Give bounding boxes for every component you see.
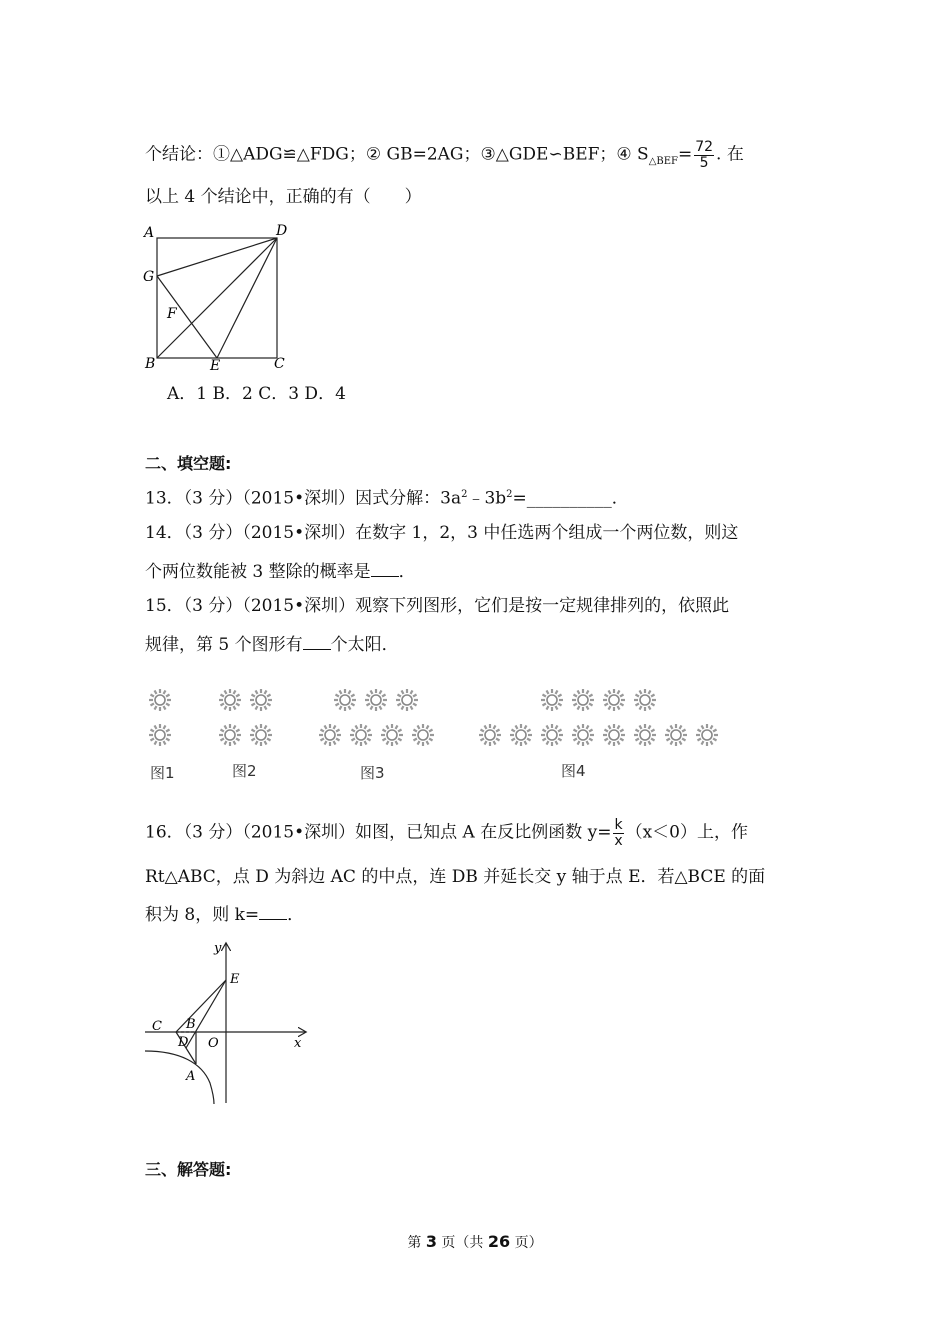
sun-icon (219, 689, 241, 711)
sun-icon (603, 689, 625, 711)
label-x: x (294, 1036, 302, 1051)
label-c: C (152, 1019, 162, 1034)
q16-line3: 积为 8，则 k= ． (145, 905, 305, 925)
fig3-label: 图3 (360, 764, 385, 782)
sun-icon (572, 689, 594, 711)
label-b: B (145, 356, 156, 372)
segment-ce (176, 980, 226, 1032)
label-a: A (144, 225, 155, 241)
sun-icon (541, 689, 563, 711)
sun-icon (541, 724, 563, 746)
sun-icon (149, 724, 171, 746)
label-a: A (186, 1069, 196, 1084)
q12-line2: 以上 4 个结论中，正确的有（ ） (145, 187, 422, 207)
sun-icon (219, 724, 241, 746)
segment-ge (157, 276, 217, 358)
label-b: B (186, 1017, 196, 1032)
segment-de (186, 980, 226, 1048)
segment-bd (157, 238, 277, 358)
sun-icon (319, 724, 341, 746)
square-diagram (140, 222, 300, 374)
label-o: O (208, 1036, 219, 1051)
q15-line1: 15．（3 分）（2015•深圳）观察下列图形，它们是按一定规律排列的，依照此 (145, 596, 730, 616)
label-c: C (274, 356, 285, 372)
q12-line1: 个结论：①△ADG≌△FDG；② GB=2AG；③△GDE∽BEF；④ $S_{\triangle BEF}=$ $\frac{72}{5}$ . 在 (145, 139, 744, 171)
label-g: G (143, 269, 155, 285)
sun-pattern-figure (140, 680, 740, 760)
q16-line1: 16．（3 分）（2015•深圳）如图，已知点 A 在反比例函数 y= $\frac{k}{x}$ （x＜0）上，作 (145, 817, 748, 849)
sun-icon (696, 724, 718, 746)
sun-icon (479, 724, 501, 746)
sun-icon (665, 724, 687, 746)
q16-line2: Rt△ABC，点 D 为斜边 AC 的中点，连 DB 并延长交 y 轴于点 E．若△BCE 的面 (145, 867, 766, 887)
q13: 13．（3 分）（2015•深圳）因式分解：$3a^2﹣3b^2=\_\_\_\_\_\_\_\_\_\_$． (145, 488, 629, 509)
sun-icon (572, 724, 594, 746)
q14-line2: 个两位数能被 3 整除的概率是 ． (145, 562, 416, 582)
fraction-k-x: $\frac{k}{x}$ (614, 817, 623, 849)
answer-blank (371, 562, 399, 577)
sun-icon (510, 724, 532, 746)
label-d: D (178, 1035, 189, 1050)
sun-icon (250, 724, 272, 746)
sun-icon (149, 689, 171, 711)
segment-gd (157, 238, 277, 276)
sun-icon (250, 689, 272, 711)
sun-icon (634, 724, 656, 746)
section-2-heading: 二、填空题: (145, 454, 232, 473)
sun-icon (334, 689, 356, 711)
page-footer: 第 3 页（共 26 页） (407, 1232, 543, 1251)
fraction-72-5: $\frac{72}{5}$ (695, 139, 714, 171)
label-e: E (210, 358, 221, 374)
q14-line1: 14．（3 分）（2015•深圳）在数字 1，2，3 中任选两个组成一个两位数，则这 (145, 523, 739, 543)
segment-de (217, 238, 277, 358)
label-f: F (167, 306, 177, 322)
sun-icon (381, 724, 403, 746)
sun-icon (396, 689, 418, 711)
q15-line2: 规律，第 5 个图形有 个太阳． (145, 635, 399, 655)
label-e: E (230, 972, 240, 987)
sun-icon (365, 689, 387, 711)
section-3-heading: 三、解答题: (145, 1160, 232, 1179)
fig1-label: 图1 (150, 764, 175, 782)
sun-icon (603, 724, 625, 746)
q12-options: A．1 B．2 C．3 D．4 (167, 384, 346, 404)
answer-blank (259, 905, 287, 920)
sun-icon (412, 724, 434, 746)
sun-icon (634, 689, 656, 711)
sun-icon (350, 724, 372, 746)
label-y: y (214, 941, 222, 956)
hyperbola-diagram (140, 938, 320, 1110)
fig2-label: 图2 (232, 762, 257, 780)
label-d: D (276, 223, 288, 239)
answer-blank (303, 635, 331, 650)
fig4-label: 图4 (561, 762, 586, 780)
hyperbola-branch (145, 1051, 214, 1104)
